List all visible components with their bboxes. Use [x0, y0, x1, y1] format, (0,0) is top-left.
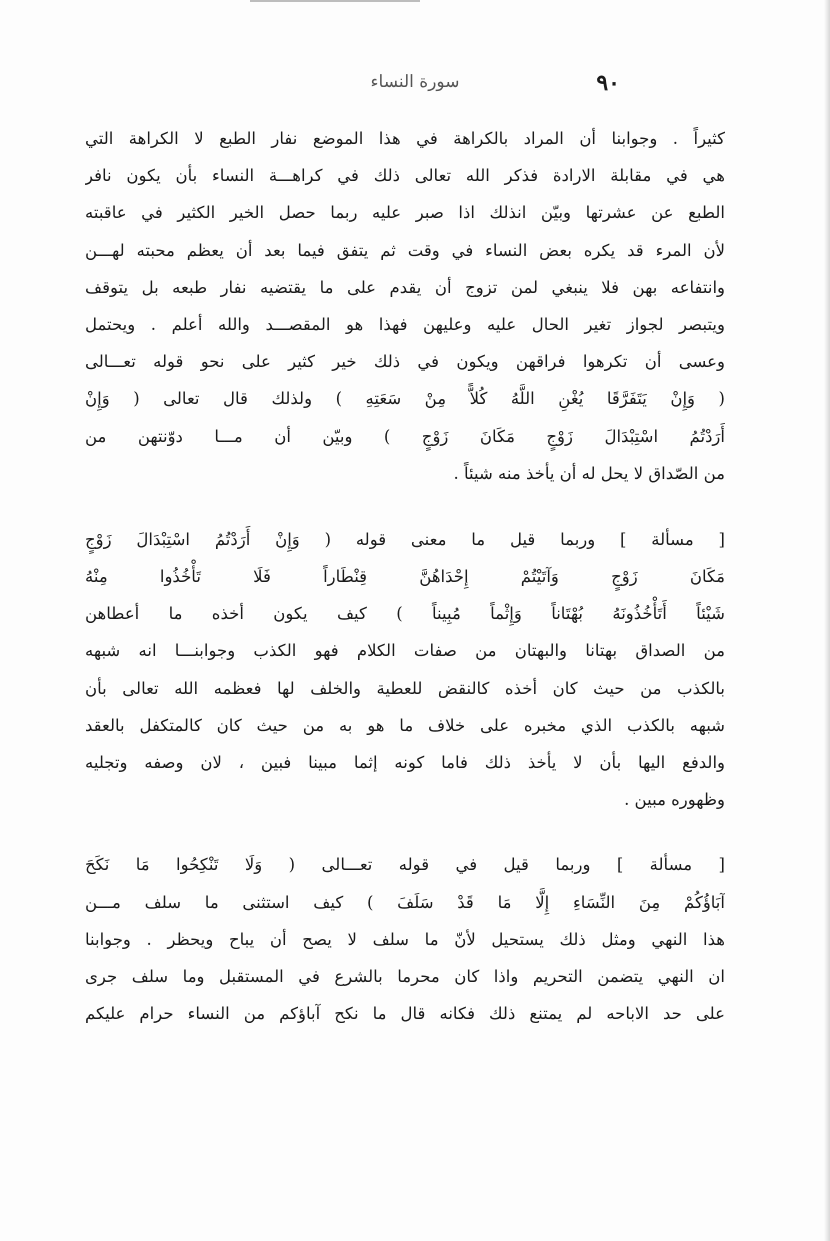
- text-line: [ مسألة ] وربما قيل في قوله تعـــالى ( وَلَا تَنْكِحُوا مَا نَكَحَ: [85, 855, 725, 875]
- text-line: آبَاؤُكُمْ مِنَ النِّسَاءِ إِلَّا مَا قَدْ سَلَفَ ) كيف استثنى ما سلف مـــن: [85, 892, 725, 912]
- paragraph-gap: [85, 818, 725, 846]
- text-line: هذا النهي ومثل ذلك يستحيل لأنّ ما سلف لا يصح أن يباح ويحظر . وجوابنا: [85, 929, 725, 949]
- text-line: مَكَانَ زَوْجٍ وَآتَيْتُمْ إِحْدَاهُنَّ قِنْطَاراً فَلَا تَأْخُذُوا مِنْهُ: [85, 567, 725, 587]
- text-line: من الصداق بهتانا والبهتان من صفات الكلام فهو الكذب وجوابنـــا انه شبهه: [85, 641, 725, 661]
- paragraph-gap: [85, 492, 725, 521]
- text-line: [ مسألة ] وربما قيل ما معنى قوله ( وَإِنْ أَرَدْتُمُ اسْتِبْدَالَ زَوْجٍ: [85, 529, 725, 549]
- scan-right-edge: [824, 0, 830, 1241]
- paragraph-1: [85, 120, 725, 492]
- text-line: من الصّداق لا يحل له أن يأخذ منه شيئاً .: [453, 463, 725, 483]
- page-header: [110, 62, 720, 102]
- text-line: على حد الاباحه لم يمتنع ذلك فكانه قال ما نكح آباؤكم من النساء حرام عليكم: [85, 1004, 725, 1024]
- text-line: كثيراً . وجوابنا أن المراد بالكراهة في هذا الموضع نفار الطبع لا الكراهة التي: [85, 129, 725, 148]
- text-line: ان النهي يتضمن التحريم واذا كان محرما بالشرع في المستقبل وما سلف جرى: [85, 966, 725, 986]
- text-line: والدفع اليها بأن لا يأخذ ذلك فاما كونه إثما مبينا فبين ، لان وصفه وتجليه: [85, 753, 725, 772]
- text-line: وظهوره مبين .: [624, 790, 725, 810]
- text-line: أَرَدْتُمُ اسْتِبْدَالَ زَوْجٍ مَكَانَ زَوْجٍ ) وبيّن أن مـــا دوّنتهن من: [85, 426, 725, 446]
- paragraph-2: [85, 521, 725, 819]
- text-line: هي في مقابلة الارادة فذكر الله تعالى ذلك في كراهـــة النساء بأن يكون نافر: [85, 166, 725, 186]
- text-line: الطبع عن عشرتها وبيّن انذلك اذا صبر عليه ربما حصل الخير الكثير في عاقبته: [85, 203, 725, 223]
- text-line: ويتبصر لجواز تغير الحال عليه وعليهن فهذا هو المقصـــد والله أعلم . ويحتمل: [85, 314, 725, 334]
- text-line: وعسى أن تكرهوا فراقهن ويكون في ذلك خير كثير على نحو قوله تعـــالى: [85, 352, 725, 372]
- text-line: لأن المرء قد يكره بعض النساء في وقت ثم يتفق فيما بعد أن يعظم محبته لهـــن: [85, 240, 725, 260]
- text-line: وانتفاعه بهن فلا ينبغي لمن تزوج أن يقدم على ما يقتضيه نفار طبعه بل يتوقف: [85, 277, 725, 297]
- text-line: شَيْئاً أَتَأْخُذُونَهُ بُهْتَاناً وَإِثْماً مُبِيناً ) كيف يكون أخذه ما أعطاهن: [85, 604, 725, 624]
- text-line: ( وَإِنْ يَتَفَرَّقَا يُغْنِ اللَّهُ كُلاًّ مِنْ سَعَتِهِ ) ولذلك قال تعالى ( وَإِنْ: [85, 389, 725, 409]
- paragraph-3: [85, 846, 725, 1032]
- text-line: شبهه بالكذب الذي مخبره على خلاف ما هو به من حيث كان كالمتكفل بالعقد: [85, 715, 725, 735]
- page-body: [85, 120, 725, 1032]
- page-number: ٩٠: [596, 70, 620, 96]
- running-title: سورة النساء: [370, 72, 460, 92]
- text-line: بالكذب من حيث كان أخذه كالنقض للعطية والخلف لها فعظمه الله تعالى بأن: [85, 678, 725, 698]
- scan-top-edge: [250, 0, 420, 8]
